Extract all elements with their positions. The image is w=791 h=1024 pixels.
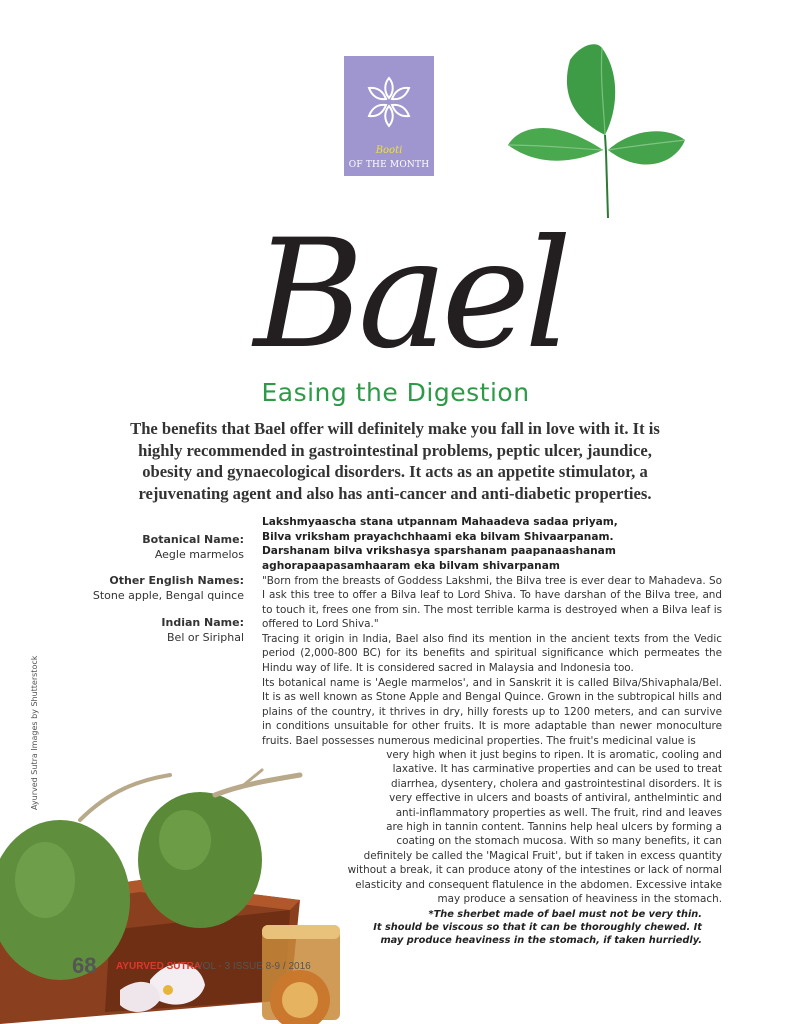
origin-paragraph: Tracing it origin in India, Bael also find its mention in the ancient texts from the Vedic period (2,000-800 BC) for its benefits and spiritual significance which permeates the Hindu way of life. It is considered sacred in Malaysia and Indonesia too. [262, 633, 722, 674]
image-credit-text: Ayurved Sutra Images by Shutterstock [30, 655, 39, 810]
medicinal-paragraph [368, 748, 722, 820]
para-line: elasticity and consequent flatulence in the abdomen. Excessive intake [355, 878, 722, 891]
para-line: very high when it just begins to ripen. It is aromatic, cooling and [386, 749, 722, 761]
mantra-line: Lakshmyaascha stana utpannam Mahaadeva sadaa priyam, [262, 516, 618, 528]
sherbet-note [370, 908, 702, 947]
medicinal-paragraph-cont [300, 820, 722, 906]
para-line: may produce a sensation of heaviness in the stomach. [437, 893, 722, 906]
para-line: are high in tannin content. Tannins help heal ulcers by forming a [386, 821, 722, 833]
indian-name-value: Bel or Siriphal [167, 631, 244, 644]
mantra-line: Darshanam bilva vrikshasya sparshanam paapanaashanam [262, 545, 616, 557]
indian-name-label: Indian Name: [161, 616, 244, 629]
issue-info: VOL - 3 ISSUE 8-9 / 2016 [196, 961, 311, 972]
page-subtitle: Easing the Digestion [261, 378, 530, 407]
english-names-value: Stone apple, Bengal quince [92, 589, 244, 602]
note-line: It should be viscous so that it can be thoroughly chewed. It [373, 922, 702, 933]
bael-fruit-image [0, 750, 360, 1024]
badge-subtitle: OF THE MONTH [348, 160, 430, 170]
para-line: laxative. It has carminative properties and can be used to treat [392, 763, 722, 776]
botanical-paragraph: Its botanical name is 'Aegle marmelos', and in Sanskrit it is called Bilva/Shivaphala/Bel. It is as well known as Stone Apple and Bengal Quince. Grown in the subtropical hills and plains of the country, it thrives in dry, hilly forests up to 1200 meters, and can survive in conditions unsuitable for other fruits. It is more adaptable than newer monoculture fruits. Bael possesses numerous medicinal properties. The fruit's medicinal value is [262, 677, 722, 747]
magazine-name: AYURVED SUTRA [116, 961, 202, 972]
intro-paragraph: The benefits that Bael offer will definitely make you fall in love with it. It is highly recommended in gastrointestinal problems, peptic ulcer, jaundice, obesity and gynaecological disorders. It acts as an appetite stimulator, a rejuvenating agent and also has anti-cancer and anti-diabetic properties. [130, 419, 660, 503]
flower-icon [363, 74, 415, 130]
botanical-name-label: Botanical Name: [142, 533, 244, 546]
badge-word: Booti [375, 145, 403, 156]
para-line: coating on the stomach mucosa. With so many benefits, it can [396, 835, 722, 848]
page-title: Bael [253, 208, 567, 382]
note-line: *The sherbet made of bael must not be very thin. [428, 909, 702, 920]
para-line: without a break, it can produce atony of the intestines or lack of normal [347, 864, 722, 877]
english-names-label: Other English Names: [109, 574, 244, 587]
mantra-line: Bilva vriksham prayachchhaami eka bilvam Shivaarpanam. [262, 530, 614, 543]
booti-of-the-month-badge [344, 56, 434, 176]
bael-leaf-image [500, 40, 690, 225]
para-line: anti-inflammatory properties as well. The fruit, rind and leaves [395, 806, 722, 819]
para-line: definitely be called the 'Magical Fruit', but if taken in excess quantity [363, 849, 722, 862]
para-line: very effective in ulcers and boasts of antiviral, anthelmintic and [389, 792, 722, 805]
mantra-line: aghorapaapasamhaaram eka bilvam shivarpanam [262, 559, 560, 572]
botanical-name-block [60, 532, 244, 562]
note-line: may produce heaviness in the stomach, if taken hurriedly. [380, 935, 702, 946]
page-number: 68 [72, 953, 97, 978]
botanical-name-value: Aegle marmelos [154, 548, 244, 561]
sanskrit-mantra [262, 515, 722, 573]
indian-name-block [60, 615, 244, 645]
mantra-translation: "Born from the breasts of Goddess Lakshmi, the Bilva tree is ever dear to Mahadeva. So I ask this tree to offer a Bilva leaf to Lord Shiva. To have darshan of the Bilva tree, and to touch it, frees one from sin. The most terrible karma is destroyed when a Bilva leaf is offered to Lord Shiva." [262, 575, 722, 631]
para-line: diarrhea, dysentery, cholera and gastrointestinal disorders. It is [390, 777, 722, 790]
english-names-block [60, 573, 244, 603]
